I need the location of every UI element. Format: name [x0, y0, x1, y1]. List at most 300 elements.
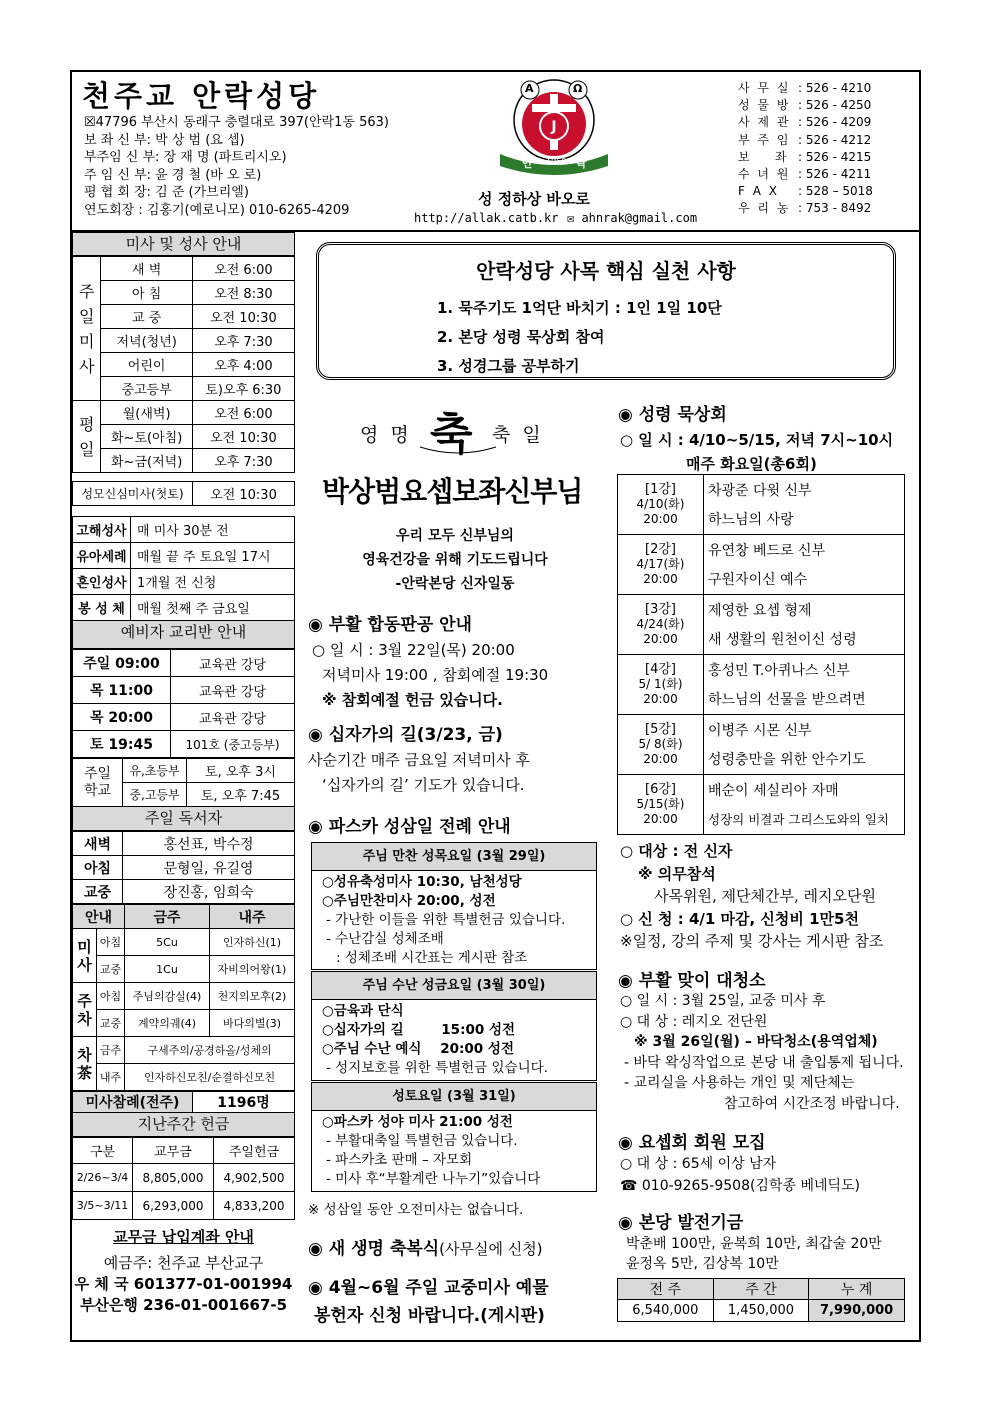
lecture-topic: 하느님의 사랑: [704, 505, 905, 535]
phone-label: 수 녀 원: [738, 167, 791, 182]
email-text: ahnrak@gmail.com: [581, 211, 698, 225]
mass-time: 오전 10:30: [192, 305, 294, 329]
attendance-value: 1196명: [193, 1092, 295, 1113]
catechumen-day: [73, 677, 171, 704]
mass-time: 토)오후 6:30: [192, 377, 294, 401]
phone-label: 성 물 방: [738, 98, 791, 113]
offering-period: 2/26~3/4: [73, 1164, 133, 1192]
account-line: 우 체 국 601377-01-001994: [74, 1275, 293, 1293]
joseph-body: [620, 1153, 860, 1197]
sacrament-name: 혼인성사: [73, 569, 131, 595]
duty-sub: 교중: [97, 1010, 125, 1037]
lecture-time: 20:00: [643, 512, 678, 526]
lecture-schedule: [618, 475, 704, 535]
feast-right: 축 일: [492, 424, 544, 446]
mass-name: 아 침: [101, 281, 192, 305]
offering-header: 주일헌금: [214, 1138, 295, 1164]
catechumen-row: [73, 704, 295, 731]
mass-name: 화~토(아침): [101, 425, 192, 449]
catechumen-place: 101호 (중고등부): [171, 731, 295, 758]
reader-mass: 새벽: [73, 832, 123, 856]
duty-row: [73, 929, 295, 956]
school-label: 주일학교: [73, 759, 123, 807]
phone-number: : 753 - 8492: [798, 201, 872, 216]
catechumen-place: 교육관 강당: [171, 650, 295, 677]
catechumen-table: [72, 649, 295, 758]
lecture-time: 20:00: [643, 692, 678, 706]
duty-row: [73, 956, 295, 983]
catechumen-weekday: 목: [90, 683, 104, 699]
retreat-after-line: ※일정, 강의 주제 및 강사는 게시판 참조: [620, 932, 884, 950]
offering-sunday: 4,902,500: [214, 1164, 295, 1192]
sacrament-name: 고해성사: [73, 517, 131, 543]
phone-row: [738, 200, 873, 217]
mass-row: [73, 401, 295, 425]
offering-row: [73, 1164, 295, 1192]
lecture-speaker: 배순이 세실리아 자매: [704, 775, 905, 805]
svg-text:J: J: [551, 119, 557, 135]
triduum-thursday-head: 주님 만찬 성목요일 (3월 29일): [312, 843, 596, 871]
church-info-line: ☒47796 부산시 동래구 충렬대로 397(안락1동 563): [84, 115, 389, 130]
cleaning-line: ○ 일 시 : 3월 25일, 교중 미사 후: [620, 993, 826, 1009]
mass-row: [73, 353, 295, 377]
duty-this-week: 1Cu: [125, 956, 210, 983]
easter-confession-title: ◉ 부활 합동판공 안내: [308, 615, 472, 635]
triduum-friday-box: [311, 971, 597, 1081]
cleaning-line: ※ 3월 26일(월) – 바닥청소(용역업체): [634, 1034, 878, 1050]
easter-confession-line: ※ 참회예절 헌금 있습니다.: [322, 691, 503, 709]
feast-message-line: 우리 모두 신부님의: [396, 528, 514, 544]
mass-row: [73, 281, 295, 305]
lecture-topic: 성장의 비결과 그리스도와의 일치: [704, 805, 905, 835]
triduum-line: ○파스카 성야 미사 21:00 성전: [322, 1114, 513, 1130]
phone-number: : 526 - 4250: [798, 98, 872, 113]
mass-row: [73, 425, 295, 449]
reader-mass: 아침: [73, 856, 123, 880]
offering-header: 구분: [73, 1138, 133, 1164]
cross-body: [308, 748, 530, 798]
catechumen-row: [73, 650, 295, 677]
lecture-topic: 하느님의 선물을 받으려면: [704, 685, 905, 715]
mass-name: 중고등부: [101, 377, 192, 401]
sacrament-name: 유아세례: [73, 543, 131, 569]
core-title: 안락성당 사목 핵심 실천 사항: [476, 259, 736, 283]
lecture-date: 4/24(화): [636, 617, 685, 631]
joseph-line: ○ 대 상 : 65세 이상 남자: [620, 1156, 777, 1172]
duty-group: 미사: [73, 929, 97, 983]
feast-message: [310, 524, 600, 596]
attendance-label: 미사참례(전주): [73, 1092, 193, 1113]
core-items: [437, 294, 893, 381]
triduum-line: ○주님만찬미사 20:00, 성전: [322, 893, 496, 909]
duty-this-week: 주님의감실(4): [125, 983, 210, 1010]
core-item: 2. 본당 성령 묵상회 참여: [437, 328, 605, 346]
page-title: 천주교 안락성당: [82, 79, 321, 113]
lecture-topic: 성령충만을 위한 안수기도: [704, 745, 905, 775]
reader-row: [73, 832, 295, 856]
phone-number: : 526 - 4209: [798, 115, 872, 130]
offering-row: [73, 1192, 295, 1220]
website-url[interactable]: http://allak.catb.kr: [414, 211, 559, 225]
feast-name: 박상범요셉보좌신부님: [322, 475, 583, 508]
lecture-schedule: [618, 655, 704, 715]
account-line: 부산은행 236-01-001667-5: [79, 1296, 288, 1314]
triduum-line: ○주님 수난 예식 20:00 성전: [322, 1041, 514, 1057]
offering-header-row: [73, 1138, 295, 1164]
offertory-line: ◉ 4월~6월 주일 교중미사 예물: [308, 1278, 549, 1298]
feast-emblem: 축: [430, 409, 473, 460]
church-info-line: 연도회장 : 김홍기(예로니모) 010-6265-4209: [84, 202, 350, 218]
reader-names: 홍선표, 박수정: [123, 832, 295, 856]
mass-time: 오후 4:00: [192, 353, 294, 377]
tea-duty: 구세주의/공경하올/성체의: [125, 1037, 295, 1064]
lecture-schedule: [618, 715, 704, 775]
cleaning-title: ◉ 부활 맞이 대청소: [618, 971, 766, 991]
mass-row: [73, 449, 295, 473]
easter-confession-line: ○ 일 시 : 3월 22일(목) 20:00: [312, 641, 515, 659]
retreat-after-line: ○ 신 청 : 4/1 마감, 신청비 1만5천: [620, 909, 859, 928]
lecture-speaker: 홍성민 T.아퀴나스 신부: [704, 655, 905, 685]
offering-dues: 6,293,000: [133, 1192, 214, 1220]
left-column: [72, 232, 295, 1316]
reader-names: 문형일, 유길영: [123, 856, 295, 880]
sacrament-info: 매월 첫째 주 금요일: [131, 595, 295, 621]
catechumen-time: 19:45: [108, 737, 153, 753]
core-item: 3. 성경그룹 공부하기: [437, 357, 580, 375]
retreat-line: 매주 화요일(총6회): [686, 455, 817, 473]
mass-name: 저녁(청년): [101, 329, 192, 353]
fund-total: 7,990,000: [809, 1300, 905, 1322]
triduum-thursday-box: [311, 842, 597, 970]
duty-header-row: [73, 905, 295, 929]
newlife-heading: [308, 1234, 543, 1259]
duty-row: [73, 1010, 295, 1037]
offering-header: 교무금: [133, 1138, 214, 1164]
lecture-no: [4강]: [645, 662, 676, 677]
phone-row: [738, 149, 873, 166]
duty-sub: 교중: [97, 956, 125, 983]
triduum-line: ○십자가의 길 15:00 성전: [322, 1022, 516, 1038]
laurel-icon: [418, 444, 498, 454]
cleaning-body: [620, 991, 904, 1114]
readers-table: [72, 831, 295, 904]
mass-name: 새 벽: [101, 257, 192, 281]
mass-time: 오전 6:00: [192, 401, 294, 425]
church-info-line: 부주임 신 부: 장 재 명 (파트리시오): [84, 150, 287, 165]
duty-this-week: 계약의궤(4): [125, 1010, 210, 1037]
mass-name: 어린이: [101, 353, 192, 377]
heart-mass-label: 성모신심미사(첫토): [73, 482, 193, 506]
catechumen-row: [73, 677, 295, 704]
sacrament-row: [73, 569, 295, 595]
lecture-time: 20:00: [643, 752, 678, 766]
phone-number: : 526 - 4215: [798, 149, 872, 164]
church-info-line: 보 좌 신 부: 박 상 범 (요 셉): [84, 132, 245, 148]
mass-time: 오전 8:30: [192, 281, 294, 305]
email-link[interactable]: [567, 211, 697, 225]
lecture-date: 4/17(화): [636, 557, 685, 571]
duty-row: [73, 983, 295, 1010]
catechumen-weekday: 토: [90, 737, 104, 753]
mass-table: [72, 256, 295, 473]
cross-line: 사순기간 매주 금요일 저녁미사 후: [308, 751, 530, 769]
lecture-topic: 구원자이신 예수: [704, 565, 905, 595]
triduum-title: ◉ 파스카 성삼일 전례 안내: [308, 817, 511, 837]
triduum-friday-head: 주님 수난 성금요일 (3월 30일): [312, 972, 596, 1000]
triduum-line: ○성유축성미사 10:30, 남천성당: [322, 874, 522, 890]
triduum-line: - 미사 후“부활계란 나누기”있습니다: [326, 1171, 541, 1187]
patron-saint: 성 정하상 바오로: [478, 190, 590, 208]
account-lines: [72, 1253, 295, 1316]
reader-row: [73, 880, 295, 904]
mass-row: [73, 305, 295, 329]
attendance-table: [72, 1091, 295, 1113]
fund-value: 6,540,000: [618, 1300, 714, 1322]
phone-label: 보 좌: [738, 149, 789, 164]
duty-sub: 내주: [97, 1064, 125, 1091]
lecture-row: [618, 595, 905, 625]
triduum-line: - 파스카초 판매 – 자모회: [326, 1152, 473, 1168]
lecture-time: 20:00: [643, 632, 678, 646]
catechumen-time: 09:00: [115, 656, 160, 672]
offering-dues: 8,805,000: [133, 1164, 214, 1192]
offering-title: 지난주간 헌금: [72, 1113, 295, 1137]
phone-row: [738, 80, 873, 97]
church-info: [84, 114, 389, 219]
phone-label: F A X: [738, 184, 779, 199]
phone-row: [738, 97, 873, 114]
offering-period: 3/5~3/11: [73, 1192, 133, 1220]
fund-donors: [626, 1234, 882, 1274]
sacrament-row: [73, 595, 295, 621]
duty-header: 안내: [73, 905, 125, 929]
duty-next-week: 자비의어왕(1): [210, 956, 295, 983]
lecture-date: 5/15(화): [636, 797, 685, 811]
cross-title: ◉ 십자가의 길(3/23, 금): [308, 725, 503, 745]
heart-mass-time: 오전 10:30: [193, 482, 295, 506]
catechumen-day: [73, 650, 171, 677]
phone-number: : 526 - 4212: [798, 132, 872, 147]
sacrament-row: [73, 517, 295, 543]
duty-group: 차茶: [73, 1037, 97, 1091]
lecture-table: [617, 474, 905, 835]
catechumen-time: 11:00: [108, 683, 153, 699]
offertory-line: 봉헌자 신청 바랍니다.(게시판): [314, 1306, 545, 1326]
sacrament-info: 매월 끝 주 토요일 17시: [131, 543, 295, 569]
triduum-thursday-body: [312, 871, 596, 970]
feast-left: 영 명: [360, 424, 412, 446]
duty-group: 주차: [73, 983, 97, 1037]
reader-mass: 교중: [73, 880, 123, 904]
retreat-after-line: ※ 의무참석: [638, 864, 716, 883]
lecture-topic: 새 생활의 원천이신 성령: [704, 625, 905, 655]
school-table: [72, 758, 295, 807]
cleaning-line: ○ 대 상 : 레지오 전단원: [620, 1013, 768, 1030]
phone-row: [738, 114, 873, 131]
core-box: [316, 242, 896, 380]
tea-duty: 인자하신모친/순결하신모친: [125, 1064, 295, 1091]
triduum-line: - 가난한 이들을 위한 특별헌금 있습니다.: [326, 912, 566, 928]
mass-row: [73, 257, 295, 281]
newlife-title: ◉ 새 생명 축복식: [308, 1239, 440, 1259]
duty-sub: 금주: [97, 1037, 125, 1064]
triduum-friday-body: [312, 1000, 596, 1080]
triduum-saturday-box: [311, 1082, 597, 1192]
mass-row: [73, 377, 295, 401]
sacrament-info: 1개월 전 신청: [131, 569, 295, 595]
offertory-notice: [308, 1274, 549, 1330]
lecture-schedule: [618, 595, 704, 655]
mass-title: 미사 및 성사 안내: [72, 232, 295, 256]
catechumen-title: 예비자 교리반 안내: [72, 621, 295, 649]
phone-number: : 526 - 4211: [798, 167, 872, 182]
duty-this-week: 5Cu: [125, 929, 210, 956]
logo-year: 1966: [546, 157, 567, 166]
lecture-row: [618, 775, 905, 805]
lecture-schedule: [618, 775, 704, 835]
retreat-title: ◉ 성령 묵상회: [618, 405, 727, 425]
triduum-line: : 성체조배 시간표는 게시판 참조: [336, 950, 528, 966]
phone-label: 부 주 임: [738, 132, 791, 147]
duty-header: 내주: [210, 905, 295, 929]
duty-header: 금주: [125, 905, 210, 929]
reader-names: 장진홍, 임희숙: [123, 880, 295, 904]
cross-line: ‘십자가의 길’ 기도가 있습니다.: [322, 776, 525, 794]
logo-omega: Ω: [573, 82, 583, 95]
school-group: 중,고등부: [123, 783, 187, 807]
lecture-no: [6강]: [645, 782, 676, 797]
triduum-line: - 수난감실 성체조배: [326, 931, 444, 947]
mass-time: 오전 10:30: [192, 425, 294, 449]
sacrament-name: 봉 성 체: [73, 595, 131, 621]
phone-label: 사 제 관: [738, 115, 791, 130]
church-info-line: 평 협 회 장: 김 준 (가브리엘): [84, 185, 249, 200]
sacrament-row: [73, 543, 295, 569]
school-group: 유,초등부: [123, 759, 187, 783]
mass-name: 교 중: [101, 305, 192, 329]
lecture-row: [618, 655, 905, 685]
phone-row: [738, 132, 873, 149]
duty-next-week: 천지의모후(2): [210, 983, 295, 1010]
church-logo: [494, 76, 614, 176]
lecture-speaker: 제영한 요셉 형제: [704, 595, 905, 625]
fund-title: ◉ 본당 발전기금: [618, 1213, 744, 1233]
catechumen-weekday: 목: [90, 710, 104, 726]
catechumen-weekday: 주일: [83, 656, 111, 672]
email-icon: ✉: [567, 211, 582, 225]
triduum-saturday-head: 성토요일 (3월 31일): [312, 1083, 596, 1111]
phone-number: : 526 - 4210: [798, 81, 872, 95]
sacrament-table: [72, 516, 295, 621]
logo-rak: 락: [576, 157, 587, 170]
logo-an: 안: [522, 157, 533, 170]
phone-row: [738, 166, 873, 183]
lecture-date: 5/ 8(화): [638, 737, 683, 751]
duty-table: [72, 904, 295, 1091]
retreat-after-line: ○ 대상 : 전 신자: [620, 842, 733, 860]
triduum-line: ○금육과 단식: [322, 1003, 404, 1019]
phone-number: : 528 – 5018: [798, 184, 873, 199]
mass-name: 월(새벽): [101, 401, 192, 425]
phone-label: 사 무 실: [738, 81, 791, 95]
lecture-speaker: 차광준 다윗 신부: [704, 475, 905, 505]
reader-row: [73, 856, 295, 880]
lecture-date: 4/10(화): [636, 497, 685, 511]
heart-mass-table: [72, 481, 295, 506]
lecture-time: 20:00: [643, 812, 678, 826]
triduum-line: - 성지보호를 위한 특별헌금 있습니다.: [326, 1060, 548, 1076]
fund-header: 누 계: [809, 1279, 905, 1300]
weekday-label: 평일: [73, 401, 101, 473]
school-time: 토, 오후 7:45: [187, 783, 295, 807]
lecture-no: [2강]: [645, 542, 676, 557]
lecture-speaker: 이병주 시몬 신부: [704, 715, 905, 745]
catechumen-place: 교육관 강당: [171, 677, 295, 704]
duty-row: [73, 1037, 295, 1064]
joseph-line: ☎ 010-9265-9508(김학종 베네딕도): [620, 1178, 861, 1194]
lecture-row: [618, 715, 905, 745]
lecture-no: [1강]: [645, 482, 676, 497]
duty-row: [73, 1064, 295, 1091]
account-title: 교무금 납입계좌 안내: [113, 1228, 254, 1246]
mass-time: 오후 7:30: [192, 449, 294, 473]
phone-row: [738, 183, 873, 200]
offering-sunday: 4,833,200: [214, 1192, 295, 1220]
church-info-line: 주 임 신 부: 윤 경 철 (바 오 로): [84, 167, 262, 183]
fund-line: 박춘배 100만, 윤복희 10만, 최갑술 20만: [626, 1236, 882, 1252]
readers-title: 주일 독서자: [72, 807, 295, 831]
account-line: 예금주: 천주교 부산교구: [103, 1254, 264, 1272]
core-item: 1. 묵주기도 1억단 바치기 : 1인 1일 10단: [437, 299, 722, 317]
cleaning-line: - 교리실을 사용하는 개인 및 제단체는: [624, 1075, 855, 1091]
catechumen-day: [73, 704, 171, 731]
sunday-label: 주일미사: [73, 257, 101, 401]
easter-confession-line: 저녁미사 19:00 , 참회예절 19:30: [322, 666, 549, 684]
lecture-row: [618, 535, 905, 565]
duty-next-week: 인자하신(1): [210, 929, 295, 956]
duty-sub: 아침: [97, 929, 125, 956]
newlife-sub: (사무실에 신청): [439, 1240, 543, 1258]
catechumen-place: 교육관 강당: [171, 704, 295, 731]
cleaning-line: - 바닥 왁싱작업으로 본당 내 출입통제 됩니다.: [624, 1054, 904, 1071]
mass-row: [73, 329, 295, 353]
lecture-schedule: [618, 535, 704, 595]
duty-sub: 아침: [97, 983, 125, 1010]
catechumen-time: 20:00: [108, 710, 153, 726]
sacrament-info: 매 미사 30분 전: [131, 517, 295, 543]
lecture-no: [5강]: [645, 722, 676, 737]
school-row: [73, 759, 295, 783]
cleaning-line: 참고하여 시간조정 바랍니다.: [724, 1095, 900, 1112]
triduum-line: - 부활대축일 특별헌금 있습니다.: [326, 1133, 518, 1149]
fund-value: 1,450,000: [713, 1300, 809, 1322]
offering-table: [72, 1137, 295, 1220]
phone-label: 우 리 농: [738, 201, 791, 216]
easter-confession-body: [312, 638, 548, 713]
triduum-saturday-body: [312, 1111, 596, 1191]
mass-name: 화~금(저녁): [101, 449, 192, 473]
fund-header: 전 주: [618, 1279, 714, 1300]
school-time: 토, 오후 3시: [187, 759, 295, 783]
catechumen-day: [73, 731, 171, 758]
fund-header: 주 간: [713, 1279, 809, 1300]
feast-message-line: 영육건강을 위해 기도드립니다: [362, 552, 548, 568]
fund-table: [617, 1278, 905, 1322]
mass-time: 오후 7:30: [192, 329, 294, 353]
catechumen-row: [73, 731, 295, 758]
logo-alpha: A: [525, 82, 534, 95]
feast-message-line: -안락본당 신자일동: [395, 576, 515, 592]
